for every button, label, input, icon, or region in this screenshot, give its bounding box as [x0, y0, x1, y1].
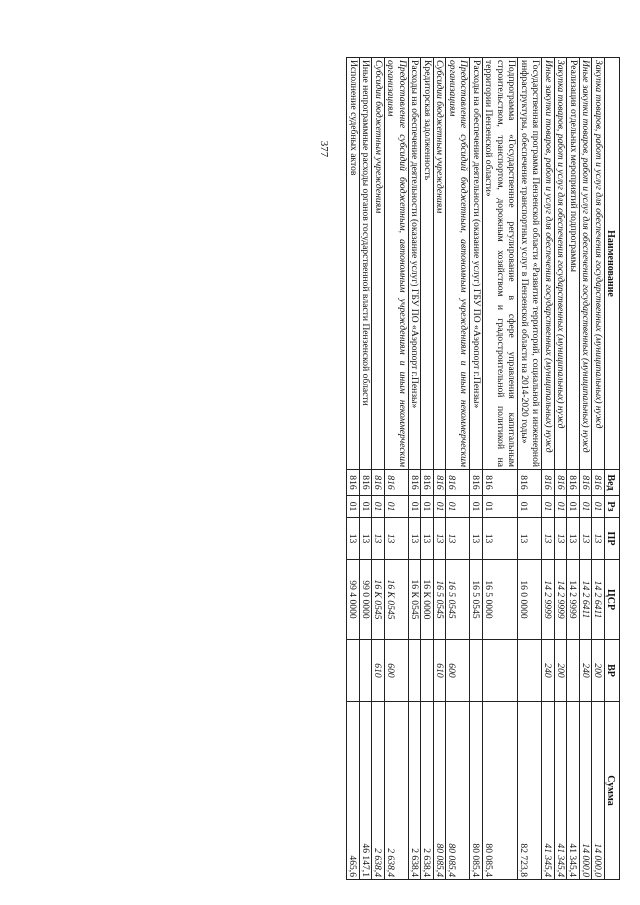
header-vr: ВР [605, 640, 620, 702]
cell-vr: 600 [446, 640, 470, 702]
cell-pr: 13 [483, 518, 519, 560]
cell-sum: 465,6 [347, 702, 360, 880]
table-row [483, 58, 519, 880]
cell-sum: 2 638,4 [372, 702, 385, 880]
cell-vr [421, 640, 434, 702]
cell-sum: 2 638,4 [385, 702, 409, 880]
cell-pr: 13 [542, 518, 555, 560]
table-row [385, 58, 409, 880]
cell-ved: 816 [555, 470, 568, 496]
header-rz: Рз [605, 496, 620, 518]
cell-pr: 13 [567, 518, 580, 560]
header-ved: Вед [605, 470, 620, 496]
table-row [580, 58, 593, 880]
table-row [470, 58, 483, 880]
cell-sum: 80 085,4 [446, 702, 470, 880]
cell-ved: 816 [518, 470, 542, 496]
cell-csr: 14 2 6411 [592, 560, 605, 640]
cell-ved: 816 [446, 470, 470, 496]
cell-vr [347, 640, 360, 702]
table-row [347, 58, 360, 880]
cell-rz: 01 [409, 496, 422, 518]
cell-name: Реализация отдельных мероприятий подпрограммы [567, 58, 580, 470]
cell-name: Закупка товаров, работ и услуг для обеспечения государственных (муниципальных) нужд [592, 58, 605, 470]
cell-ved: 816 [580, 470, 593, 496]
cell-csr: 16 5 0545 [434, 560, 447, 640]
cell-csr: 14 2 6411 [580, 560, 593, 640]
table-row [360, 58, 373, 880]
cell-name: Расходы на обеспечение деятельности (оказание услуг) ГБУ ПО «Аэропорт г.Пензы» [409, 58, 422, 470]
cell-pr: 13 [518, 518, 542, 560]
cell-rz: 01 [580, 496, 593, 518]
header-pr: ПР [605, 518, 620, 560]
table-row [409, 58, 422, 880]
cell-pr: 13 [360, 518, 373, 560]
cell-rz: 01 [421, 496, 434, 518]
cell-name: Предоставление субсидий бюджетным, автономным учреждениям и иным некоммерческим организациям [385, 58, 409, 470]
cell-ved: 816 [372, 470, 385, 496]
cell-rz: 01 [360, 496, 373, 518]
cell-sum: 80 085,4 [434, 702, 447, 880]
cell-csr: 16 К 0545 [385, 560, 409, 640]
rotated-page-content [84, 57, 620, 879]
page-number: 377 [318, 140, 330, 158]
cell-ved: 816 [592, 470, 605, 496]
cell-ved: 816 [360, 470, 373, 496]
cell-sum: 82 723,8 [518, 702, 542, 880]
cell-vr: 200 [592, 640, 605, 702]
cell-pr: 13 [421, 518, 434, 560]
cell-ved: 816 [421, 470, 434, 496]
table-row [592, 58, 605, 880]
cell-csr: 16 К 0545 [372, 560, 385, 640]
cell-sum: 14 000,0 [592, 702, 605, 880]
cell-csr: 16 5 0000 [483, 560, 519, 640]
cell-sum: 14 000,0 [580, 702, 593, 880]
cell-csr: 16 К 0545 [409, 560, 422, 640]
cell-csr: 16 5 0545 [470, 560, 483, 640]
cell-vr [567, 640, 580, 702]
table-row [372, 58, 385, 880]
cell-sum: 80 085,4 [470, 702, 483, 880]
cell-csr: 14 2 9999 [555, 560, 568, 640]
header-sum: Сумма [605, 702, 620, 880]
cell-rz: 01 [347, 496, 360, 518]
cell-pr: 13 [434, 518, 447, 560]
cell-rz: 01 [555, 496, 568, 518]
cell-rz: 01 [592, 496, 605, 518]
cell-rz: 01 [434, 496, 447, 518]
cell-rz: 01 [446, 496, 470, 518]
header-csr: ЦСР [605, 560, 620, 640]
table-row [555, 58, 568, 880]
budget-table [347, 57, 621, 880]
table-body [347, 58, 605, 880]
cell-csr: 99 0 0000 [360, 560, 373, 640]
cell-name: Закупка товаров, работ и услуг для обеспечения государственных (муниципальных) нужд [555, 58, 568, 470]
cell-pr: 13 [372, 518, 385, 560]
cell-csr: 16 0 0000 [518, 560, 542, 640]
cell-vr [483, 640, 519, 702]
cell-vr: 610 [434, 640, 447, 702]
cell-sum: 41 345,4 [567, 702, 580, 880]
cell-ved: 816 [347, 470, 360, 496]
cell-vr: 240 [580, 640, 593, 702]
cell-pr: 13 [470, 518, 483, 560]
cell-rz: 01 [483, 496, 519, 518]
cell-rz: 01 [542, 496, 555, 518]
cell-vr: 600 [385, 640, 409, 702]
cell-name: Подпрограмма «Государственное регулирование в сфере управления капитальным строительством, транспортом, дорожным хозяйством и градостроительной политикой на территории Пензенской области» [483, 58, 519, 470]
cell-name: Кредиторская задолженность [421, 58, 434, 470]
cell-sum: 2 638,4 [409, 702, 422, 880]
cell-name: Иные закупки товаров, работ и услуг для обеспечения государственных (муниципальных) нужд [580, 58, 593, 470]
table-row [446, 58, 470, 880]
cell-name: Субсидии бюджетным учреждениям [434, 58, 447, 470]
cell-ved: 816 [483, 470, 519, 496]
cell-pr: 13 [409, 518, 422, 560]
table-header-row [605, 58, 620, 880]
cell-csr: 14 2 9999 [567, 560, 580, 640]
cell-vr [518, 640, 542, 702]
cell-pr: 13 [592, 518, 605, 560]
cell-name: Иные закупки товаров, работ и услуг для обеспечения государственных (муниципальных) нужд [542, 58, 555, 470]
cell-name: Субсидии бюджетным учреждениям [372, 58, 385, 470]
cell-name: Иные непрограммные расходы органов государственной власти Пензенской области [360, 58, 373, 470]
cell-ved: 816 [567, 470, 580, 496]
cell-sum: 41 345,4 [555, 702, 568, 880]
cell-ved: 816 [385, 470, 409, 496]
cell-vr: 200 [555, 640, 568, 702]
cell-pr: 13 [555, 518, 568, 560]
cell-rz: 01 [385, 496, 409, 518]
cell-sum: 2 638,4 [421, 702, 434, 880]
table-row [518, 58, 542, 880]
cell-csr: 16 К 0000 [421, 560, 434, 640]
cell-ved: 816 [470, 470, 483, 496]
cell-vr [360, 640, 373, 702]
table-row [434, 58, 447, 880]
cell-rz: 01 [372, 496, 385, 518]
cell-csr: 16 5 0545 [446, 560, 470, 640]
cell-vr [409, 640, 422, 702]
cell-rz: 01 [567, 496, 580, 518]
cell-sum: 41 345,4 [542, 702, 555, 880]
cell-name: Расходы на обеспечение деятельности (оказание услуг) ГБУ ПО «Аэропорт г.Пензы» [470, 58, 483, 470]
cell-csr: 14 2 9999 [542, 560, 555, 640]
cell-rz: 01 [470, 496, 483, 518]
cell-pr: 13 [385, 518, 409, 560]
cell-pr: 13 [347, 518, 360, 560]
cell-name: Исполнение судебных актов [347, 58, 360, 470]
table-row [542, 58, 555, 880]
cell-ved: 816 [409, 470, 422, 496]
cell-pr: 13 [580, 518, 593, 560]
cell-rz: 01 [518, 496, 542, 518]
table-row [421, 58, 434, 880]
cell-ved: 816 [434, 470, 447, 496]
header-name: Наименование [605, 58, 620, 470]
cell-vr: 610 [372, 640, 385, 702]
table-row [567, 58, 580, 880]
cell-pr: 13 [446, 518, 470, 560]
cell-vr: 240 [542, 640, 555, 702]
cell-name: Государственная программа Пензенской области «Развитие территорий, социальной и инженерной инфраструктуры, обеспечение транспортных услуг в Пензенской области на 2014-2020 годы» [518, 58, 542, 470]
cell-name: Предоставление субсидий бюджетным, автономным учреждениям и иным некоммерческим организациям [446, 58, 470, 470]
cell-csr: 99 4 0000 [347, 560, 360, 640]
cell-sum: 46 147,1 [360, 702, 373, 880]
cell-vr [470, 640, 483, 702]
cell-sum: 80 085,4 [483, 702, 519, 880]
cell-ved: 816 [542, 470, 555, 496]
